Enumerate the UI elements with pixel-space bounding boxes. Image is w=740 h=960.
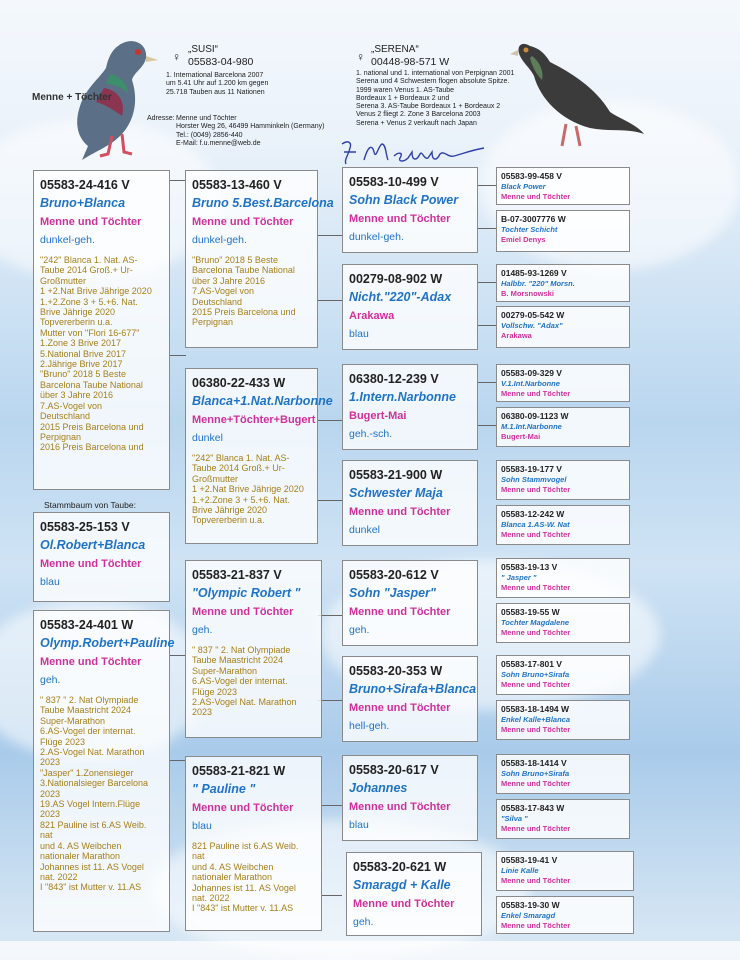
ring-number: 05583-21-837 V [192, 568, 282, 582]
pedigree-card-gen4[interactable] [496, 210, 630, 252]
plumage-color: blau [349, 819, 369, 831]
pigeon-name: Bruno+Blanca [40, 196, 126, 210]
achievements-text: " 837 " 2. Nat Olympiade Taube Maastricht 2024 Super-Marathon 6.AS-Vogel der internat. Flüge 2023 2.AS-Vogel Nat. Marathon 2023 "Jasper" 1.Zonensieger 3.Nationalsieger Barcelona 2023 19.AS Vogel Intern.Flüge 2023 821 Pauline ist 6.AS Weib. nat und 4. AS Weibchen nationaler Marathon Johannes ist 11. AS Vogel nat. 2022 I "843" ist Mutter v. 11.AS [40, 695, 149, 893]
dam1-ring: 05583-04-980 [188, 56, 254, 68]
pedigree-card-gen4[interactable] [496, 264, 630, 302]
pigeon-name: Smaragd + Kalle [353, 878, 451, 892]
pedigree-card-gen4[interactable] [496, 851, 634, 891]
pigeon-name: Blanca+1.Nat.Narbonne [192, 394, 333, 408]
pedigree-card-gen4[interactable] [496, 896, 634, 934]
plumage-color: geh. [40, 674, 61, 686]
pedigree-card-gen4[interactable] [496, 655, 630, 695]
ring-number: 00279-08-902 W [349, 272, 443, 286]
achievements-text: "Bruno" 2018 5 Beste Barcelona Taube National über 3 Jahre 2016 7.AS-Vogel von Deutschland 2015 Preis Barcelona und Perpignan [192, 255, 296, 328]
pedigree-card-gen3[interactable] [346, 852, 482, 936]
ring-number: 05583-12-242 W [501, 509, 565, 519]
owner-name: Emiel Denys [501, 235, 546, 244]
owner-name: Menne und Töchter [501, 725, 571, 734]
pedigree-card-gen4[interactable] [496, 505, 630, 545]
ring-number: 05583-21-821 W [192, 764, 286, 778]
connector-line [170, 355, 186, 356]
connector-line [318, 300, 342, 301]
connector-line [478, 425, 496, 426]
header-title: Menne + Töchter [32, 92, 112, 103]
ring-number: 06380-22-433 W [192, 376, 286, 390]
pedigree-card-gen3[interactable] [342, 755, 478, 841]
pedigree-card-gen2[interactable] [185, 368, 333, 544]
ring-number: 05583-21-900 W [349, 468, 443, 482]
pedigree-card-gen4[interactable] [496, 364, 630, 402]
pedigree-card-gen4[interactable] [496, 603, 630, 643]
pigeon-name: Sohn Stammvogel [501, 475, 567, 484]
pigeon-name: Tochter Schicht [501, 225, 558, 234]
address-label: Adresse: [147, 115, 175, 122]
pedigree-card-gen4[interactable] [496, 306, 630, 348]
plumage-color: hell-geh. [349, 720, 390, 732]
pedigree-card-gen1[interactable] [33, 170, 170, 490]
ring-number: 05583-20-353 W [349, 664, 443, 678]
pigeon-name: Olymp.Robert+Pauline [40, 636, 175, 650]
dam2-notes: 1. national und 1. international von Perpignan 2001 Serena und 4 Schwestern flogen absolute Spitze. 1999 waren Venus 1. AS-Taube Bordeaux 1 + Bordeaux 2 und Serena 3. AS-Taube Bordeaux 1 + Bordeaux 2 Venus 2 fliegt 2. Zone 3 Barcelona 2003 Serena + Venus 2 verkauft nach Japan [356, 70, 515, 127]
ring-number: 00279-05-542 W [501, 310, 565, 320]
connector-line [170, 655, 186, 656]
plumage-color: dunkel-geh. [40, 234, 95, 246]
plumage-color: blau [40, 576, 60, 588]
pigeon-name: Sohn Bruno+Sirafa [501, 670, 570, 679]
dam1-notes: 1. International Barcelona 2007 um 5.41 Uhr auf 1.200 km gegen 25.718 Tauben aus 11 Nationen [166, 72, 269, 96]
owner-name: Menne und Töchter [501, 921, 571, 930]
connector-line [478, 185, 496, 186]
dam2-nickname: „SERENA“ [371, 44, 419, 55]
owner-name: Menne und Töchter [349, 702, 451, 714]
pigeon-name: Sohn "Jasper" [349, 586, 436, 600]
owner-name: Menne und Töchter [353, 898, 455, 910]
connector-line [318, 500, 342, 501]
owner-name: Menne und Töchter [349, 213, 451, 225]
pigeon-name: Black Power [501, 182, 546, 191]
owner-name: Menne und Töchter [349, 801, 451, 813]
pigeon-name: Enkel Kalle+Blanca [501, 715, 570, 724]
pedigree-card-gen4[interactable] [496, 799, 630, 839]
signature [338, 138, 488, 168]
owner-name: B. Morsnowski [501, 289, 554, 298]
owner-name: Menne+Töchter+Bugert [192, 414, 316, 426]
pigeon-photo-right [510, 28, 650, 153]
female-symbol-icon: ♀ [356, 50, 365, 64]
owner-name: Arakawa [349, 310, 395, 322]
owner-name: Menne und Töchter [501, 485, 571, 494]
ring-number: 01485-93-1269 V [501, 268, 567, 278]
connector-line [322, 895, 342, 896]
ring-number: 05583-18-1494 W [501, 704, 570, 714]
connector-line [478, 325, 496, 326]
ring-number: 06380-09-1123 W [501, 411, 569, 421]
achievements-text: " 837 " 2. Nat Olympiade Taube Maastricht 2024 Super-Marathon 6.AS-Vogel der internat. Flüge 2023 2.AS-Vogel Nat. Marathon 2023 [192, 645, 297, 718]
connector-line [318, 420, 342, 421]
ring-number: 05583-17-801 V [501, 659, 562, 669]
owner-name: Menne und Töchter [349, 506, 451, 518]
plumage-color: dunkel-geh. [192, 234, 247, 246]
ring-number: B-07-3007776 W [501, 214, 566, 224]
pigeon-name: Bruno 5.Best.Barcelona [192, 196, 334, 210]
ring-number: 05583-09-329 V [501, 368, 562, 378]
pedigree-card-gen3[interactable] [342, 656, 478, 742]
owner-name: Menne und Töchter [192, 216, 294, 228]
achievements-text: "242" Blanca 1. Nat. AS- Taube 2014 Groß.+ Ur- Großmutter 1 +2.Nat Brive Jährige 2020 1.+2.Zone 3 + 5.+6. Nat. Brive Jährige 2020 Topvererberin u.a. [192, 453, 304, 526]
owner-name: Menne und Töchter [501, 876, 571, 885]
connector-line [478, 382, 496, 383]
stammbaum-label: Stammbaum von Taube: [44, 500, 136, 510]
pedigree-card-gen2[interactable] [185, 170, 334, 348]
pedigree-card-gen3[interactable] [342, 264, 478, 350]
pedigree-card-gen4[interactable] [496, 558, 630, 598]
pigeon-name: Johannes [349, 781, 408, 795]
plumage-color: geh. [192, 624, 213, 636]
pedigree-card-gen3[interactable] [342, 560, 478, 646]
owner-name: Menne und Töchter [40, 656, 142, 668]
achievements-text: 821 Pauline ist 6.AS Weib. nat und 4. AS Weibchen nationaler Marathon Johannes ist 11. AS Vogel nat. 2022 I "843" ist Mutter v. 11.AS [192, 841, 299, 914]
pigeon-name: Bruno+Sirafa+Blanca [349, 682, 477, 696]
pedigree-card-gen4[interactable] [496, 754, 630, 794]
plumage-color: geh. [349, 624, 370, 636]
pedigree-card-gen3[interactable] [342, 364, 478, 450]
pigeon-name: " Jasper " [501, 573, 537, 582]
plumage-color: dunkel [192, 432, 223, 444]
owner-name: Menne und Töchter [501, 192, 571, 201]
plumage-color: blau [192, 820, 212, 832]
plumage-color: blau [349, 328, 369, 340]
pigeon-name: Vollschw. "Adax" [501, 321, 563, 330]
owner-name: Menne und Töchter [501, 680, 571, 689]
pedigree-card-gen3[interactable] [342, 460, 478, 546]
owner-name: Bugert-Mai [501, 432, 541, 441]
ring-number: 05583-20-621 W [353, 860, 447, 874]
pigeon-name: Enkel Smaragd [501, 911, 556, 920]
ring-number: 05583-10-499 V [349, 175, 439, 189]
pigeon-name: Sohn Black Power [349, 193, 459, 207]
pigeon-name: " Pauline " [192, 782, 256, 796]
pedigree-card-gen2[interactable] [185, 560, 322, 738]
ring-number: 05583-18-1414 V [501, 758, 567, 768]
owner-name: Menne und Töchter [501, 530, 571, 539]
pigeon-name: Tochter Magdalene [501, 618, 570, 627]
plumage-color: geh.-sch. [349, 428, 393, 440]
address-block: Menne und Töchter Horster Weg 26, 46499 Hamminkeln (Germany) Tel.: (0049) 2856-440 E-Mail: f.u.menne@web.de [176, 115, 325, 147]
pedigree-card-gen4[interactable] [496, 700, 630, 740]
achievements-text: "242" Blanca 1. Nat. AS- Taube 2014 Groß.+ Ur- Großmutter 1 +2.Nat Brive Jährige 2020 1.+2.Zone 3 + 5.+6. Nat. Brive Jährige 2020 Topvererberin u.a. Mutter von "Flori 16-677" 1.Zone 3 Brive 2017 5.National Brive 2017 2.Jährige Brive 2017 "Bruno" 2018 5 Beste Barcelona Taube National über 3 Jahre 2016 7.AS-Vogel von Deutschland 2015 Preis Barcelona und Perpignan 2016 Preis Barcelona und [40, 255, 152, 453]
ring-number: 05583-25-153 V [40, 520, 130, 534]
pigeon-name: "Olympic Robert " [192, 586, 301, 600]
pedigree-card-gen4[interactable] [496, 460, 630, 500]
pedigree-card-gen4[interactable] [496, 407, 630, 447]
pigeon-name: Ol.Robert+Blanca [40, 538, 146, 552]
dam1-nickname: „SUSI“ [188, 44, 218, 55]
ring-number: 06380-12-239 V [349, 372, 439, 386]
ring-number: 05583-13-460 V [192, 178, 282, 192]
pedigree-card-gen4[interactable] [496, 167, 630, 205]
owner-name: Menne und Töchter [192, 802, 294, 814]
ring-number: 05583-20-617 V [349, 763, 439, 777]
pigeon-name: Blanca 1.AS-W. Nat [501, 520, 570, 529]
connector-line [318, 235, 342, 236]
plumage-color: dunkel [349, 524, 380, 536]
owner-name: Menne und Töchter [501, 779, 571, 788]
pigeon-name: "Silva " [501, 814, 528, 823]
plumage-color: dunkel-geh. [349, 231, 404, 243]
ring-number: 05583-19-41 V [501, 855, 558, 865]
plumage-color: geh. [353, 916, 374, 928]
pedigree-card-gen2[interactable] [185, 756, 322, 931]
connector-line [478, 282, 496, 283]
owner-name: Menne und Töchter [192, 606, 294, 618]
owner-name: Menne und Töchter [501, 389, 571, 398]
owner-name: Menne und Töchter [501, 628, 571, 637]
pigeon-name: V.1.Int.Narbonne [501, 379, 560, 388]
ring-number: 05583-19-30 W [501, 900, 560, 910]
pigeon-name: Halbbr. "220" Morsn. [501, 279, 575, 288]
owner-name: Menne und Töchter [40, 558, 142, 570]
connector-line [170, 760, 186, 761]
pigeon-name: Linie Kalle [501, 866, 539, 875]
ring-number: 05583-99-458 V [501, 171, 562, 181]
owner-name: Arakawa [501, 331, 532, 340]
ring-number: 05583-19-55 W [501, 607, 560, 617]
female-symbol-icon: ♀ [172, 50, 181, 64]
pedigree-card-gen3[interactable] [342, 167, 478, 253]
ring-number: 05583-24-416 V [40, 178, 130, 192]
owner-name: Menne und Töchter [501, 824, 571, 833]
dam2-ring: 00448-98-571 W [371, 56, 450, 68]
ring-number: 05583-19-177 V [501, 464, 562, 474]
owner-name: Bugert-Mai [349, 410, 407, 422]
connector-line [170, 180, 186, 181]
owner-name: Menne und Töchter [349, 606, 451, 618]
connector-line [478, 228, 496, 229]
pedigree-card-gen1[interactable] [33, 610, 175, 932]
pigeon-name: M.1.Int.Narbonne [501, 422, 562, 431]
pigeon-name: Sohn Bruno+Sirafa [501, 769, 570, 778]
ring-number: 05583-19-13 V [501, 562, 558, 572]
ring-number: 05583-17-843 W [501, 803, 565, 813]
connector-line [322, 805, 342, 806]
pedigree-card-gen1[interactable] [33, 512, 170, 602]
pigeon-name: Schwester Maja [349, 486, 443, 500]
pigeon-name: Nicht."220"-Adax [349, 290, 452, 304]
owner-name: Menne und Töchter [501, 583, 571, 592]
pigeon-name: 1.Intern.Narbonne [349, 390, 456, 404]
owner-name: Menne und Töchter [40, 216, 142, 228]
ring-number: 05583-20-612 V [349, 568, 439, 582]
ring-number: 05583-24-401 W [40, 618, 134, 632]
